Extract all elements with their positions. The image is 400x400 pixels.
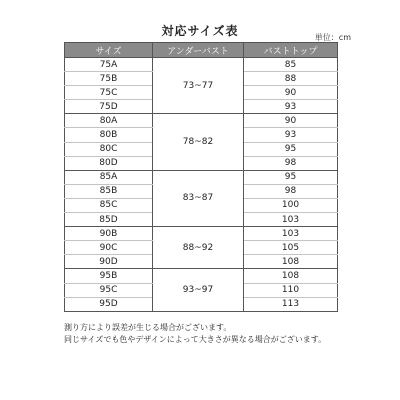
underbust-cell: 78~82 xyxy=(153,114,244,170)
underbust-cell: 93~97 xyxy=(153,269,244,311)
size-cell: 90B xyxy=(65,227,153,241)
bust-top-cell: 85 xyxy=(244,58,338,72)
table-row xyxy=(65,114,338,128)
table-row xyxy=(65,58,338,72)
size-cell: 90C xyxy=(65,241,153,255)
table-row xyxy=(65,170,338,184)
notes xyxy=(64,322,364,346)
size-cell: 95C xyxy=(65,283,153,297)
size-cell: 75A xyxy=(65,58,153,72)
table-row xyxy=(65,269,338,283)
bust-top-cell: 95 xyxy=(244,142,338,156)
bust-top-cell: 90 xyxy=(244,114,338,128)
size-cell: 85A xyxy=(65,170,153,184)
underbust-cell: 73~77 xyxy=(153,58,244,114)
unit-label: 単位：cm xyxy=(314,33,351,42)
note-line: 測り方により誤差が生じる場合がございます。 xyxy=(64,323,232,332)
bust-top-cell: 103 xyxy=(244,213,338,227)
note-line: 同じサイズでも色やデザインによって大きさが異なる場合がございます。 xyxy=(64,335,327,344)
bust-top-cell: 98 xyxy=(244,184,338,198)
header-underbust: アンダーバスト xyxy=(153,43,244,58)
size-cell: 95B xyxy=(65,269,153,283)
bust-top-cell: 93 xyxy=(244,100,338,114)
header-bust-top: バストトップ xyxy=(244,43,338,58)
table-header-row xyxy=(65,43,338,58)
size-cell: 75C xyxy=(65,86,153,100)
bust-top-cell: 113 xyxy=(244,297,338,311)
size-cell: 75D xyxy=(65,100,153,114)
bust-top-cell: 105 xyxy=(244,241,338,255)
bust-top-cell: 108 xyxy=(244,255,338,269)
page-title: 対応サイズ表 xyxy=(161,24,239,38)
bust-top-cell: 110 xyxy=(244,283,338,297)
underbust-cell: 83~87 xyxy=(153,170,244,226)
size-cell: 95D xyxy=(65,297,153,311)
bust-top-cell: 93 xyxy=(244,128,338,142)
bust-top-cell: 100 xyxy=(244,198,338,212)
bust-top-cell: 108 xyxy=(244,269,338,283)
size-cell: 85C xyxy=(65,198,153,212)
bust-top-cell: 103 xyxy=(244,227,338,241)
bust-top-cell: 95 xyxy=(244,170,338,184)
bust-top-cell: 90 xyxy=(244,86,338,100)
size-cell: 80C xyxy=(65,142,153,156)
size-cell: 85D xyxy=(65,213,153,227)
size-cell: 80D xyxy=(65,156,153,170)
header-size: サイズ xyxy=(65,43,153,58)
underbust-cell: 88~92 xyxy=(153,227,244,269)
size-cell: 80A xyxy=(65,114,153,128)
size-cell: 80B xyxy=(65,128,153,142)
size-cell: 90D xyxy=(65,255,153,269)
table-row xyxy=(65,227,338,241)
size-table-body xyxy=(65,58,338,312)
size-cell: 85B xyxy=(65,184,153,198)
size-table xyxy=(64,42,338,312)
bust-top-cell: 88 xyxy=(244,72,338,86)
bust-top-cell: 98 xyxy=(244,156,338,170)
size-cell: 75B xyxy=(65,72,153,86)
